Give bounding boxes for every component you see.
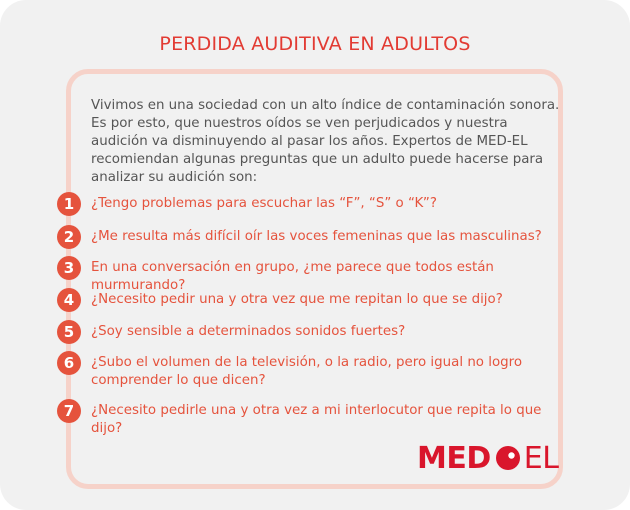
question-item — [57, 320, 567, 344]
question-item — [57, 192, 567, 216]
logo-text-med: MED — [417, 440, 491, 476]
question-text: ¿Necesito pedirle una y otra vez a mi interlocutor que repita lo que dijo? — [91, 403, 542, 436]
question-text: ¿Necesito pedir una y otra vez que me repitan lo que se dijo? — [91, 292, 503, 307]
question-text: ¿Tengo problemas para escuchar las “F”, “S” o “K”? — [91, 196, 437, 211]
med-el-logo — [417, 441, 558, 475]
question-number-badge: 5 — [57, 320, 81, 344]
intro-paragraph: Vivimos en una sociedad con un alto índice de contaminación sonora. Es por esto, que nuestros oídos se ven perjudicados y nuestra audición va disminuyendo al pasar los años. Expertos de MED-EL recomiendan algunas preguntas que un adulto puede hacerse para analizar su audición son: — [91, 98, 560, 185]
question-item — [57, 225, 567, 249]
question-number-badge: 2 — [57, 225, 81, 249]
question-text: ¿Subo el volumen de la televisión, o la radio, pero igual no logro comprender lo que dicen? — [91, 355, 523, 388]
question-item — [57, 351, 567, 388]
question-text: ¿Soy sensible a determinados sonidos fuertes? — [91, 324, 406, 339]
question-text: ¿Me resulta más difícil oír las voces femeninas que las masculinas? — [91, 229, 542, 244]
question-item — [57, 256, 567, 293]
page-title: PERDIDA AUDITIVA EN ADULTOS — [159, 33, 471, 55]
question-number-badge: 1 — [57, 192, 81, 216]
question-number-badge: 6 — [57, 351, 81, 375]
question-number-badge: 3 — [57, 256, 81, 280]
question-number-badge: 7 — [57, 399, 81, 423]
logo-text-el: EL — [523, 440, 559, 476]
question-number-badge: 4 — [57, 288, 81, 312]
question-text: En una conversación en grupo, ¿me parece que todos están murmurando? — [91, 260, 494, 293]
logo-dot-icon — [495, 445, 521, 471]
question-item — [57, 399, 567, 436]
question-item — [57, 288, 567, 312]
